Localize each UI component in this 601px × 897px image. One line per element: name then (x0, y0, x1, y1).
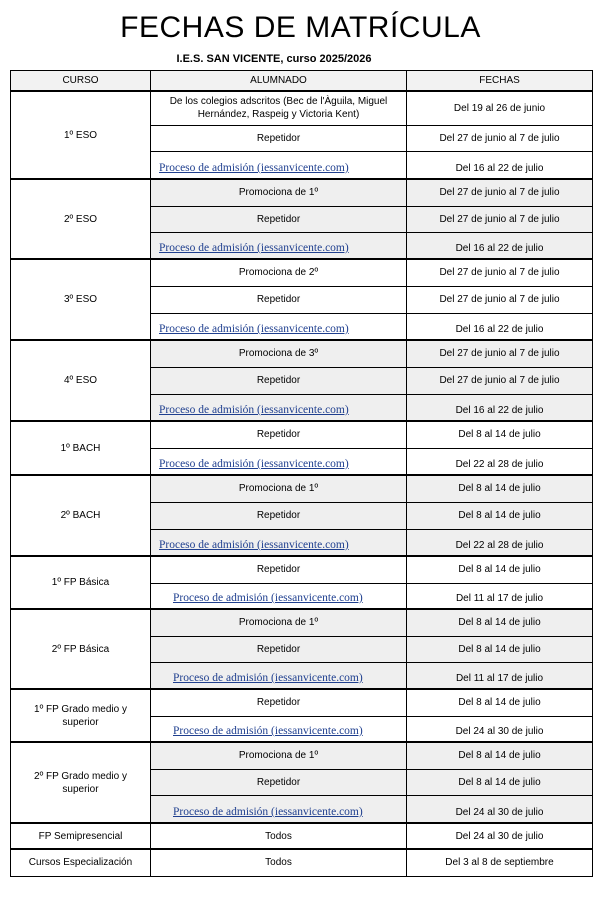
admission-process-link[interactable]: Proceso de admisión (iessanvicente.com) (173, 592, 363, 604)
admission-process-link[interactable]: Proceso de admisión (iessanvicente.com) (173, 806, 363, 818)
curso-cell: 1º FP Básica (11, 556, 151, 609)
table-row (11, 742, 593, 769)
fechas-cell: Del 22 al 28 de julio (407, 529, 593, 556)
table-row (11, 849, 593, 876)
fechas-cell: Del 8 al 14 de julio (407, 421, 593, 448)
fechas-cell: Del 8 al 14 de julio (407, 556, 593, 583)
alumnado-cell (151, 313, 407, 340)
alumnado-cell: Repetidor (151, 421, 407, 448)
alumnado-cell: Repetidor (151, 689, 407, 716)
alumnado-cell: Promociona de 1º (151, 609, 407, 636)
curso-cell: Cursos Especialización (11, 849, 151, 876)
curso-cell: FP Semipresencial (11, 823, 151, 849)
fechas-cell: Del 3 al 8 de septiembre (407, 849, 593, 876)
fechas-cell: Del 16 al 22 de julio (407, 232, 593, 259)
alumnado-cell: Repetidor (151, 769, 407, 795)
alumnado-cell (151, 583, 407, 609)
alumnado-cell: Repetidor (151, 556, 407, 583)
fechas-cell: Del 24 al 30 de julio (407, 795, 593, 823)
fechas-cell: Del 19 al 26 de junio (407, 91, 593, 125)
admission-process-link[interactable]: Proceso de admisión (iessanvicente.com) (159, 539, 349, 551)
alumnado-cell: Promociona de 1º (151, 475, 407, 502)
enrollment-table (10, 70, 593, 877)
fechas-cell: Del 16 al 22 de julio (407, 313, 593, 340)
fechas-cell: Del 22 al 28 de julio (407, 448, 593, 475)
header-fechas: FECHAS (407, 71, 593, 92)
page-title: FECHAS DE MATRÍCULA (120, 11, 481, 44)
table-row (11, 340, 593, 367)
alumnado-cell (151, 448, 407, 475)
admission-process-link[interactable]: Proceso de admisión (iessanvicente.com) (173, 672, 363, 684)
table-row (11, 259, 593, 286)
admission-process-link[interactable]: Proceso de admisión (iessanvicente.com) (159, 404, 349, 416)
table-row (11, 179, 593, 206)
alumnado-cell (151, 394, 407, 421)
alumnado-cell (151, 716, 407, 742)
fechas-cell: Del 27 de junio al 7 de julio (407, 286, 593, 313)
alumnado-cell: Repetidor (151, 125, 407, 151)
table-row (11, 556, 593, 583)
alumnado-cell (151, 232, 407, 259)
table-row (11, 475, 593, 502)
table-row (11, 91, 593, 125)
alumnado-cell: De los colegios adscritos (Bec de l'Àguila, Miguel Hernández, Raspeig y Victoria Kent) (151, 91, 407, 125)
admission-process-link[interactable]: Proceso de admisión (iessanvicente.com) (173, 725, 363, 737)
fechas-cell: Del 16 al 22 de julio (407, 151, 593, 179)
fechas-cell: Del 16 al 22 de julio (407, 394, 593, 421)
fechas-cell: Del 24 al 30 de julio (407, 716, 593, 742)
fechas-cell: Del 8 al 14 de julio (407, 742, 593, 769)
fechas-cell: Del 11 al 17 de julio (407, 662, 593, 689)
curso-cell: 1º FP Grado medio y superior (11, 689, 151, 742)
curso-cell: 2º ESO (11, 179, 151, 259)
alumnado-cell: Todos (151, 823, 407, 849)
alumnado-cell: Promociona de 1º (151, 179, 407, 206)
fechas-cell: Del 27 de junio al 7 de julio (407, 206, 593, 232)
curso-cell: 2º FP Grado medio y superior (11, 742, 151, 823)
fechas-cell: Del 8 al 14 de julio (407, 609, 593, 636)
alumnado-cell: Repetidor (151, 286, 407, 313)
fechas-cell: Del 8 al 14 de julio (407, 502, 593, 529)
alumnado-cell: Repetidor (151, 367, 407, 394)
curso-cell: 4º ESO (11, 340, 151, 421)
alumnado-cell (151, 529, 407, 556)
admission-process-link[interactable]: Proceso de admisión (iessanvicente.com) (159, 162, 349, 174)
fechas-cell: Del 8 al 14 de julio (407, 769, 593, 795)
curso-cell: 1º ESO (11, 91, 151, 179)
fechas-cell: Del 8 al 14 de julio (407, 475, 593, 502)
alumnado-cell (151, 662, 407, 689)
fechas-cell: Del 8 al 14 de julio (407, 636, 593, 662)
alumnado-cell: Promociona de 3º (151, 340, 407, 367)
page-subtitle: I.E.S. SAN VICENTE, curso 2025/2026 (176, 53, 372, 65)
table-row (11, 823, 593, 849)
table-row (11, 609, 593, 636)
fechas-cell: Del 11 al 17 de julio (407, 583, 593, 609)
table-row (11, 421, 593, 448)
admission-process-link[interactable]: Proceso de admisión (iessanvicente.com) (159, 242, 349, 254)
admission-process-link[interactable]: Proceso de admisión (iessanvicente.com) (159, 323, 349, 335)
alumnado-cell: Todos (151, 849, 407, 876)
curso-cell: 2º FP Básica (11, 609, 151, 689)
alumnado-cell: Repetidor (151, 206, 407, 232)
fechas-cell: Del 27 de junio al 7 de julio (407, 179, 593, 206)
alumnado-cell (151, 795, 407, 823)
alumnado-cell: Repetidor (151, 502, 407, 529)
fechas-cell: Del 8 al 14 de julio (407, 689, 593, 716)
table-header-row (11, 71, 593, 92)
curso-cell: 3º ESO (11, 259, 151, 340)
curso-cell: 1º BACH (11, 421, 151, 475)
fechas-cell: Del 27 de junio al 7 de julio (407, 125, 593, 151)
fechas-cell: Del 27 de junio al 7 de julio (407, 259, 593, 286)
fechas-cell: Del 24 al 30 de julio (407, 823, 593, 849)
table-body (11, 91, 593, 876)
alumnado-cell: Promociona de 1º (151, 742, 407, 769)
curso-cell: 2º BACH (11, 475, 151, 556)
header-curso: CURSO (11, 71, 151, 92)
admission-process-link[interactable]: Proceso de admisión (iessanvicente.com) (159, 458, 349, 470)
alumnado-cell: Promociona de 2º (151, 259, 407, 286)
table-row (11, 689, 593, 716)
header-alumnado: ALUMNADO (151, 71, 407, 92)
fechas-cell: Del 27 de junio al 7 de julio (407, 367, 593, 394)
fechas-cell: Del 27 de junio al 7 de julio (407, 340, 593, 367)
alumnado-cell: Repetidor (151, 636, 407, 662)
alumnado-cell (151, 151, 407, 179)
